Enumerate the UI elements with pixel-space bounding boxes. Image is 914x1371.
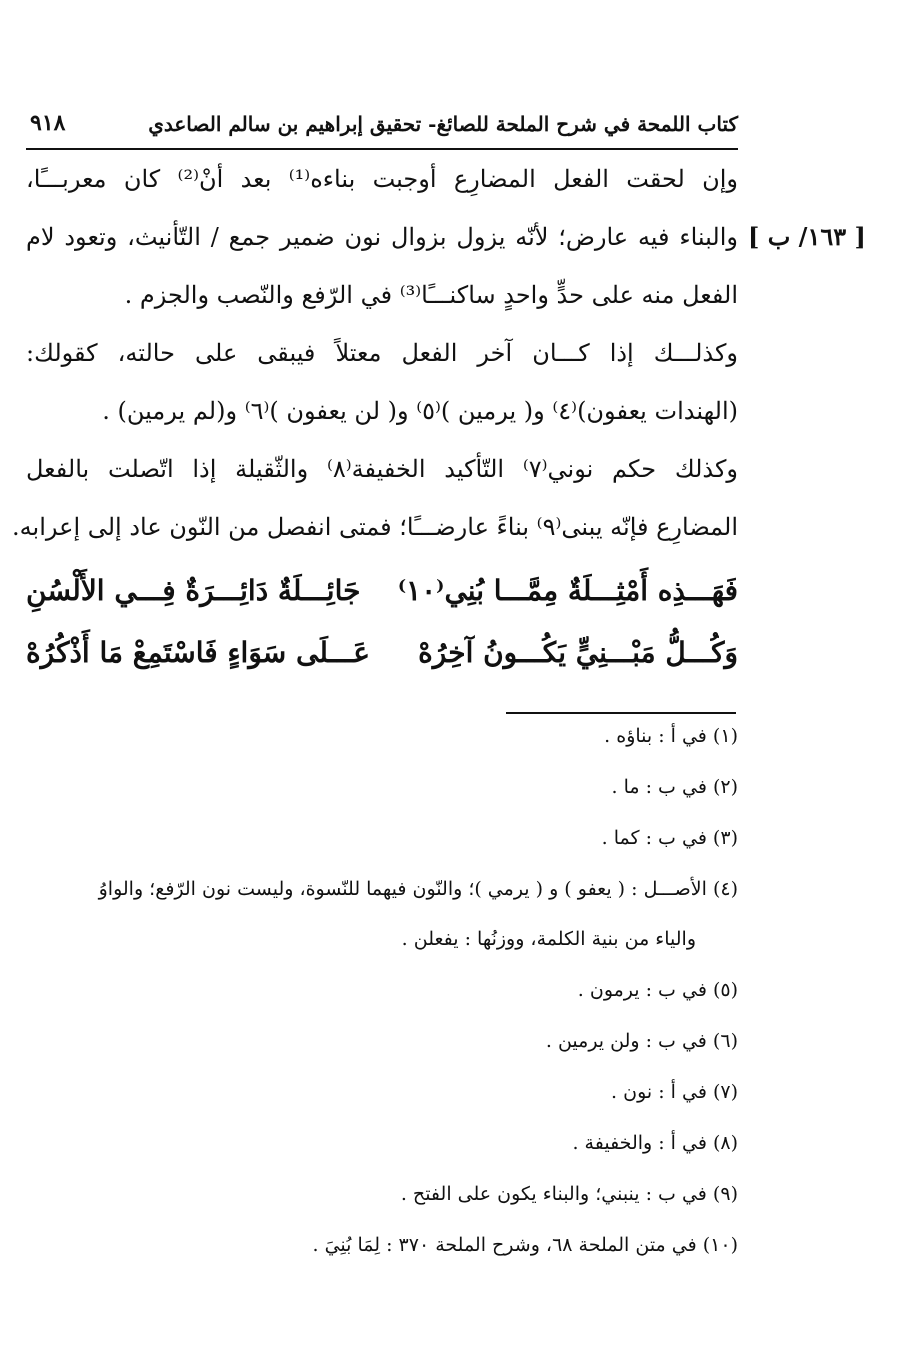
poem-verses <box>26 560 738 684</box>
verse-first-hemistich: وَكُـــلُّ مَبْـــنِيٍّ يَكُـــونُ آخِرُهْ <box>418 636 738 669</box>
page-number: ٩١٨ <box>30 110 66 136</box>
footnote: (٧) في أ : نون . <box>611 1081 738 1103</box>
footnote-separator <box>506 712 736 714</box>
verse-second-hemistich: جَائِـــلَةٌ دَائِـــرَةٌ فِـــي الأَلْسُنِ <box>26 574 361 607</box>
text-line: المضارِع فإنّه يبنى⁽٩⁾ بناءً عارضـــًا؛ فمتى انفصل من النّون عاد إلى إعرابه. <box>12 513 738 541</box>
verse-second-hemistich: عَـــلَى سَوَاءٍ فَاسْتَمِعْ مَا أَذْكُرُهْ <box>26 636 370 669</box>
verse-line <box>26 560 738 622</box>
footnote-continuation <box>26 916 738 963</box>
footnotes <box>26 724 738 1284</box>
footnote: (٣) في ب : كما . <box>601 827 738 849</box>
footnote: (٦) في ب : ولن يرمين . <box>545 1030 738 1052</box>
footnote <box>26 877 738 901</box>
main-text <box>12 150 739 556</box>
header-title: كتاب اللمحة في شرح الملحة للصائغ- تحقيق إبراهيم بن سالم الصاعدي <box>148 112 738 136</box>
text-line: الفعل منه على حدٍّ واحدٍ ساكنـــًا⁽³⁾ في الرّفع والنّصب والجزم . <box>124 281 738 309</box>
footnote: (٨) في أ : والخفيفة . <box>572 1132 738 1154</box>
footnote: (١) في أ : بناؤه . <box>604 725 738 747</box>
text-line: وإن لحقت الفعل المضارِع أوجبت بناءه⁽¹⁾ بعد أنْ⁽²⁾ كان معربـــًا، <box>26 165 738 193</box>
verse-first-hemistich: فَهَـــذِه أَمْثِـــلَةٌ مِمَّـــا بُنِي⁽١٠⁾ <box>397 574 738 607</box>
verse-line <box>26 622 738 684</box>
footnote: (٢) في ب : ما . <box>611 776 738 798</box>
footnote: (٥) في ب : يرمون . <box>577 979 738 1001</box>
text-line: وكذلك حكم نوني⁽٧⁾ التّأكيد الخفيفة⁽٨⁾ والثّقيلة إذا اتّصلت بالفعل <box>26 455 738 483</box>
footnote: (١٠) في متن الملحة ٦٨، وشرح الملحة ٣٧٠ : لِمَا بُنِيَ . <box>312 1234 738 1256</box>
manuscript-folio-ref: [ ١٦٣/ ب ] <box>748 222 866 251</box>
running-header <box>26 108 738 150</box>
footnote-line: والياء من بنية الكلمة، ووزنُها : يفعلن . <box>401 928 696 950</box>
text-line: والبناء فيه عارض؛ لأنّه يزول بزوال نون ضمير جمع / التّأنيث، وتعود لام <box>26 223 738 251</box>
footnote-line: (٤) الأصـــل : ( يعفو ) و ( يرمي )؛ والنّون فيهما للنّسوة، وليست نون الرّفع؛ والواوُ <box>98 878 738 900</box>
text-line: وكذلـــك إذا كـــان آخر الفعل معتلاً فيبقى على حالته، كقولك: <box>26 339 739 367</box>
footnote: (٩) في ب : ينبني؛ والبناء يكون على الفتح . <box>400 1183 738 1205</box>
text-line: (الهندات يعفون)⁽٤⁾ و( يرمين )⁽٥⁾ و( لن يعفون )⁽٦⁾ و(لم يرمين) . <box>102 397 738 425</box>
